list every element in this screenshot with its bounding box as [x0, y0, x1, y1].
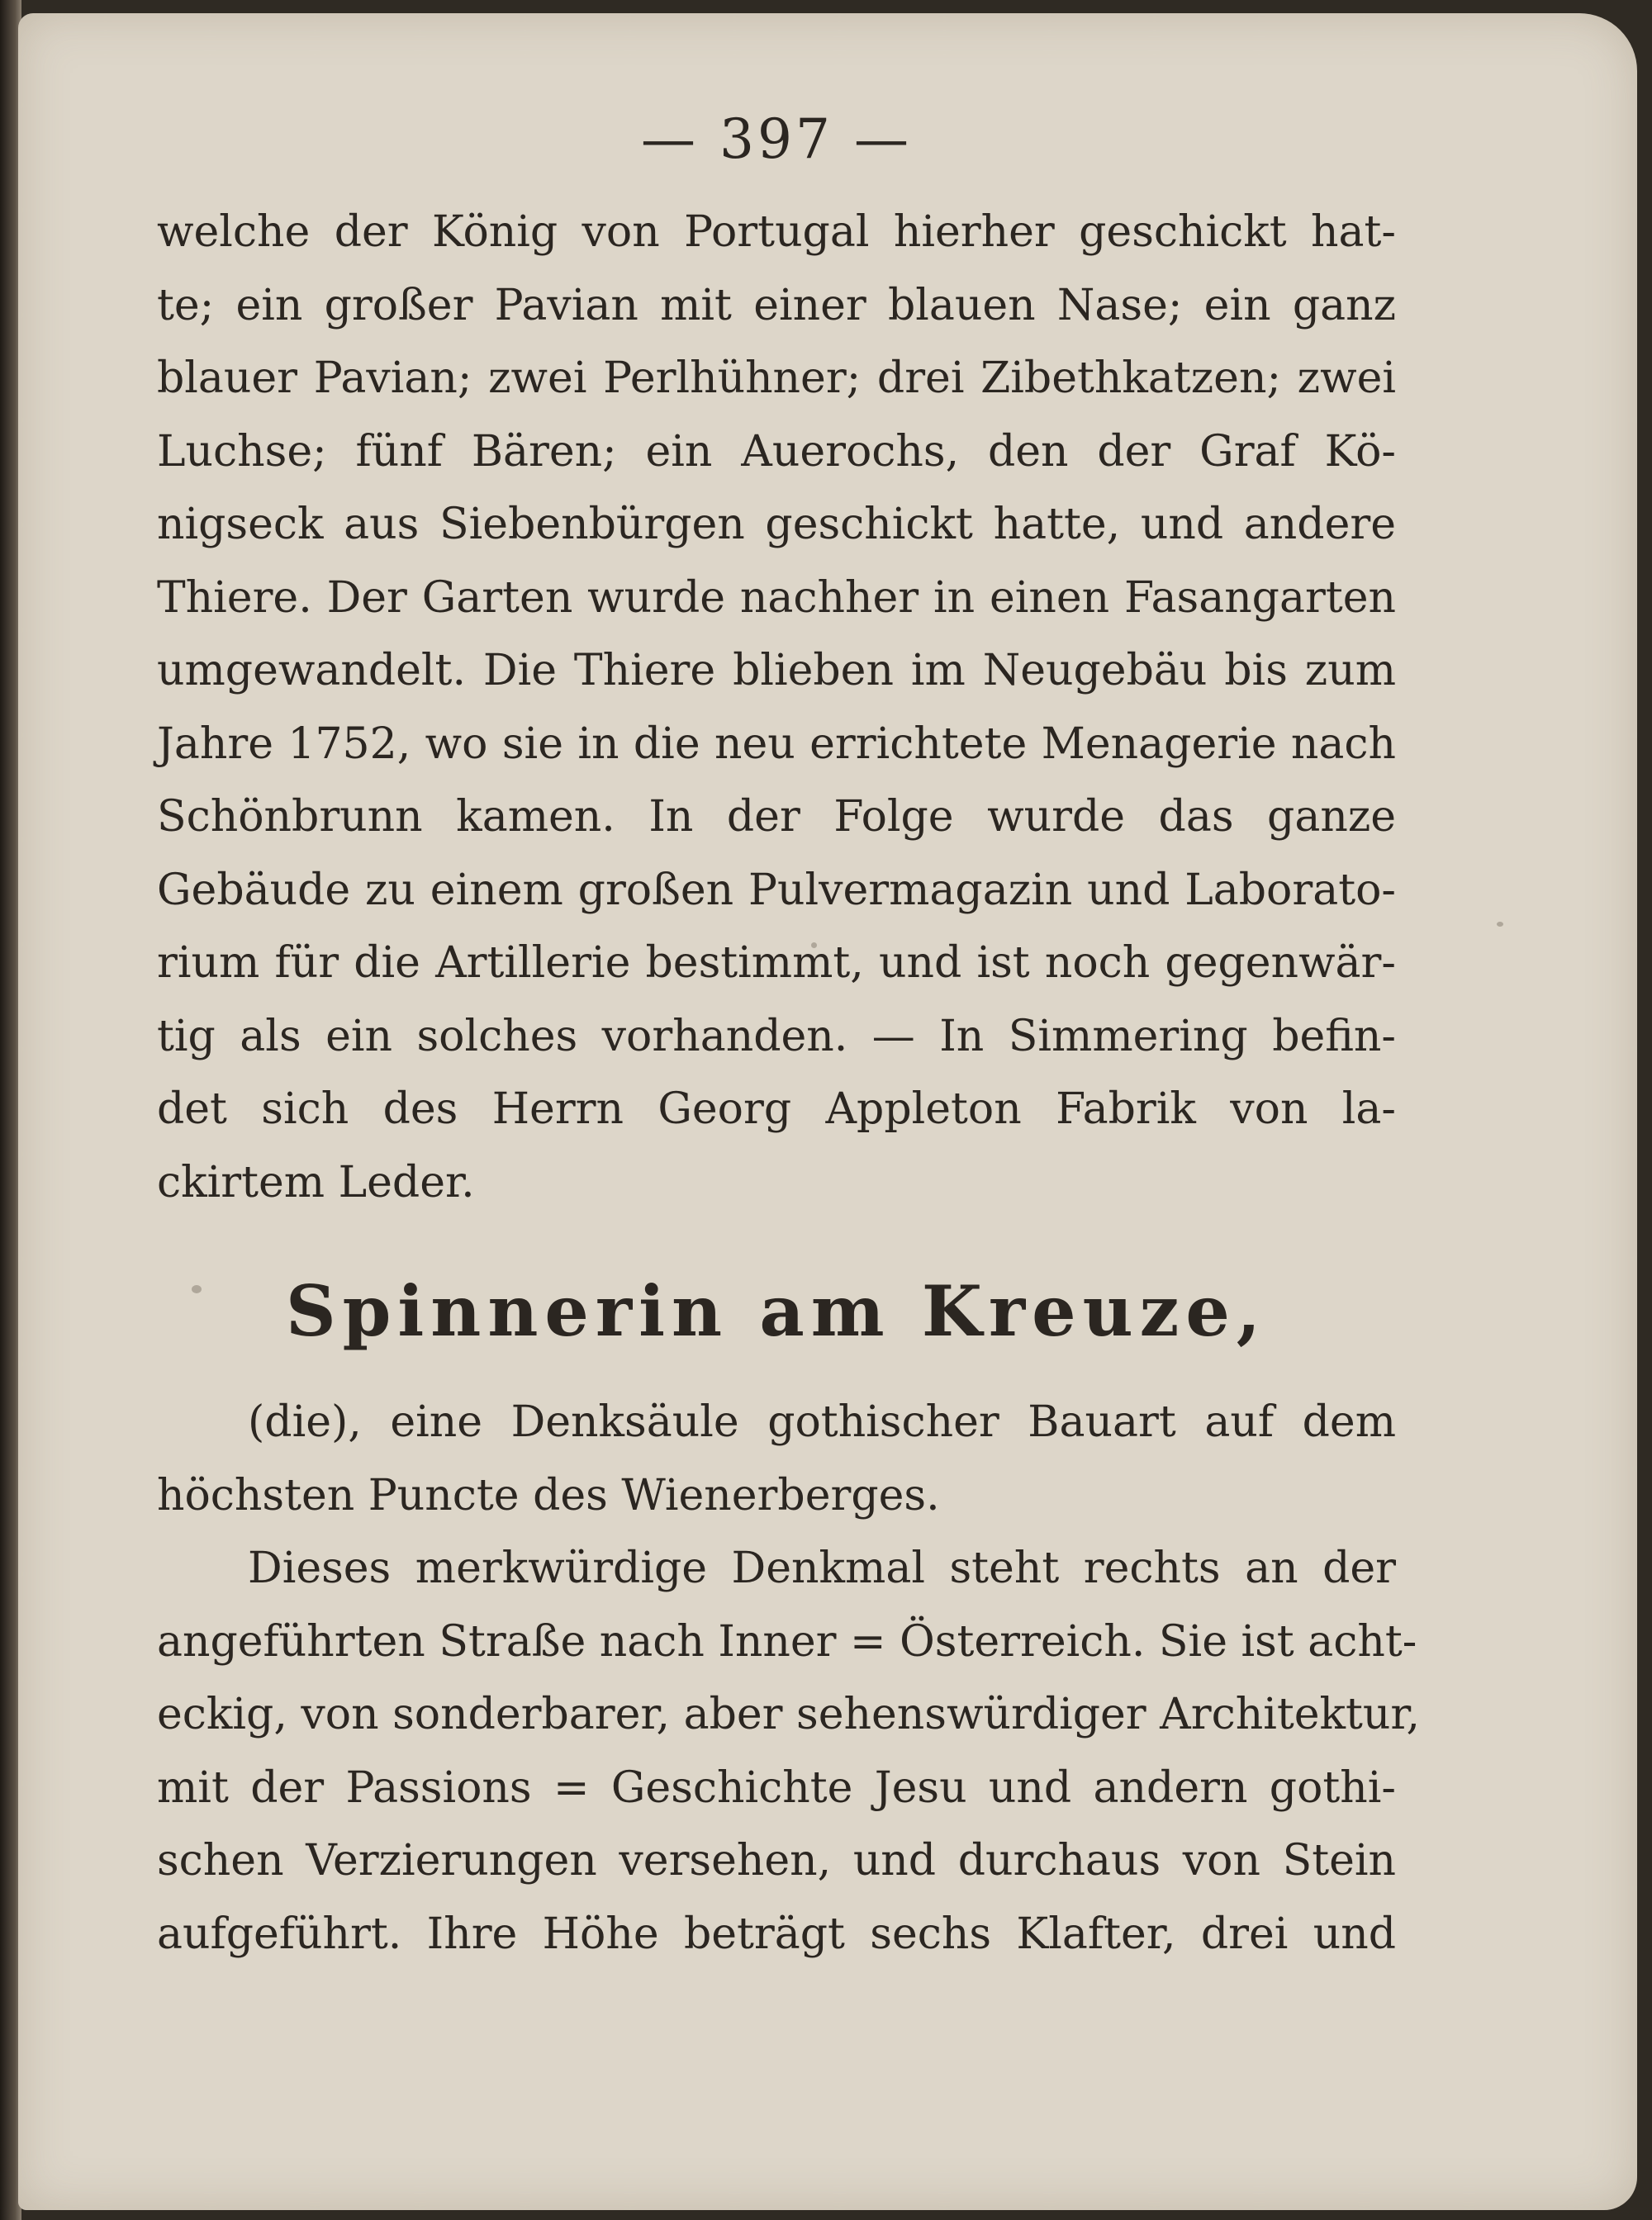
text-line: welche der König von Portugal hierher geschickt hat- — [157, 207, 1396, 257]
paragraph-continued — [157, 196, 1396, 1219]
text-line: Schönbrunn kamen. In der Folge wurde das ganze — [157, 792, 1396, 842]
page-content — [157, 107, 1421, 1971]
text-line: tig als ein solches vorhanden. — In Simmering befin- — [157, 1011, 1396, 1061]
text-line: Gebäude zu einem großen Pulvermagazin und Laborato- — [157, 865, 1396, 915]
text-line: höchsten Puncte des Wienerberges. — [157, 1470, 940, 1520]
text-line: mit der Passions = Geschichte Jesu und andern gothi- — [157, 1762, 1396, 1813]
text-line: umgewandelt. Die Thiere blieben im Neugebäu bis zum — [157, 646, 1396, 695]
text-line: schen Verzierungen versehen, und durchaus von Stein — [157, 1836, 1396, 1886]
entry-definition — [157, 1386, 1396, 1532]
text-line: Jahre 1752, wo sie in die neu errichtete Menagerie nach — [157, 719, 1396, 769]
text-line: ckirtem Leder. — [157, 1157, 475, 1207]
paper-speck — [1497, 922, 1503, 927]
page-number: — 397 — — [641, 107, 912, 171]
text-line: (die), eine Denksäule gothischer Bauart auf dem — [248, 1397, 1396, 1447]
text-line: rium für die Artillerie bestimmt, und ist noch gegenwär- — [157, 938, 1396, 988]
entry-heading: Spinnerin am Kreuze, — [285, 1270, 1268, 1352]
text-line: Luchse; fünf Bären; ein Auerochs, den der Graf Kö- — [157, 426, 1396, 477]
entry-description — [157, 1532, 1421, 1971]
text-line: Thiere. Der Garten wurde nachher in einen Fasangarten — [157, 572, 1396, 623]
text-line: aufgeführt. Ihre Höhe beträgt sechs Klafter, drei und — [157, 1909, 1396, 1959]
text-line: blauer Pavian; zwei Perlhühner; drei Zibethkatzen; zwei — [157, 353, 1396, 403]
text-line: te; ein großer Pavian mit einer blauen Nase; ein ganz — [157, 280, 1396, 330]
text-line: angeführten Straße nach Inner = Österreich. Sie ist acht- — [157, 1616, 1417, 1667]
text-line: Dieses merkwürdige Denkmal steht rechts an der — [248, 1544, 1396, 1593]
text-line: eckig, von sonderbarer, aber sehenswürdiger Architektur, — [157, 1690, 1421, 1739]
text-line: det sich des Herrn Georg Appleton Fabrik von la- — [157, 1084, 1396, 1134]
text-line: nigseck aus Siebenbürgen geschickt hatte, und andere — [157, 500, 1396, 549]
